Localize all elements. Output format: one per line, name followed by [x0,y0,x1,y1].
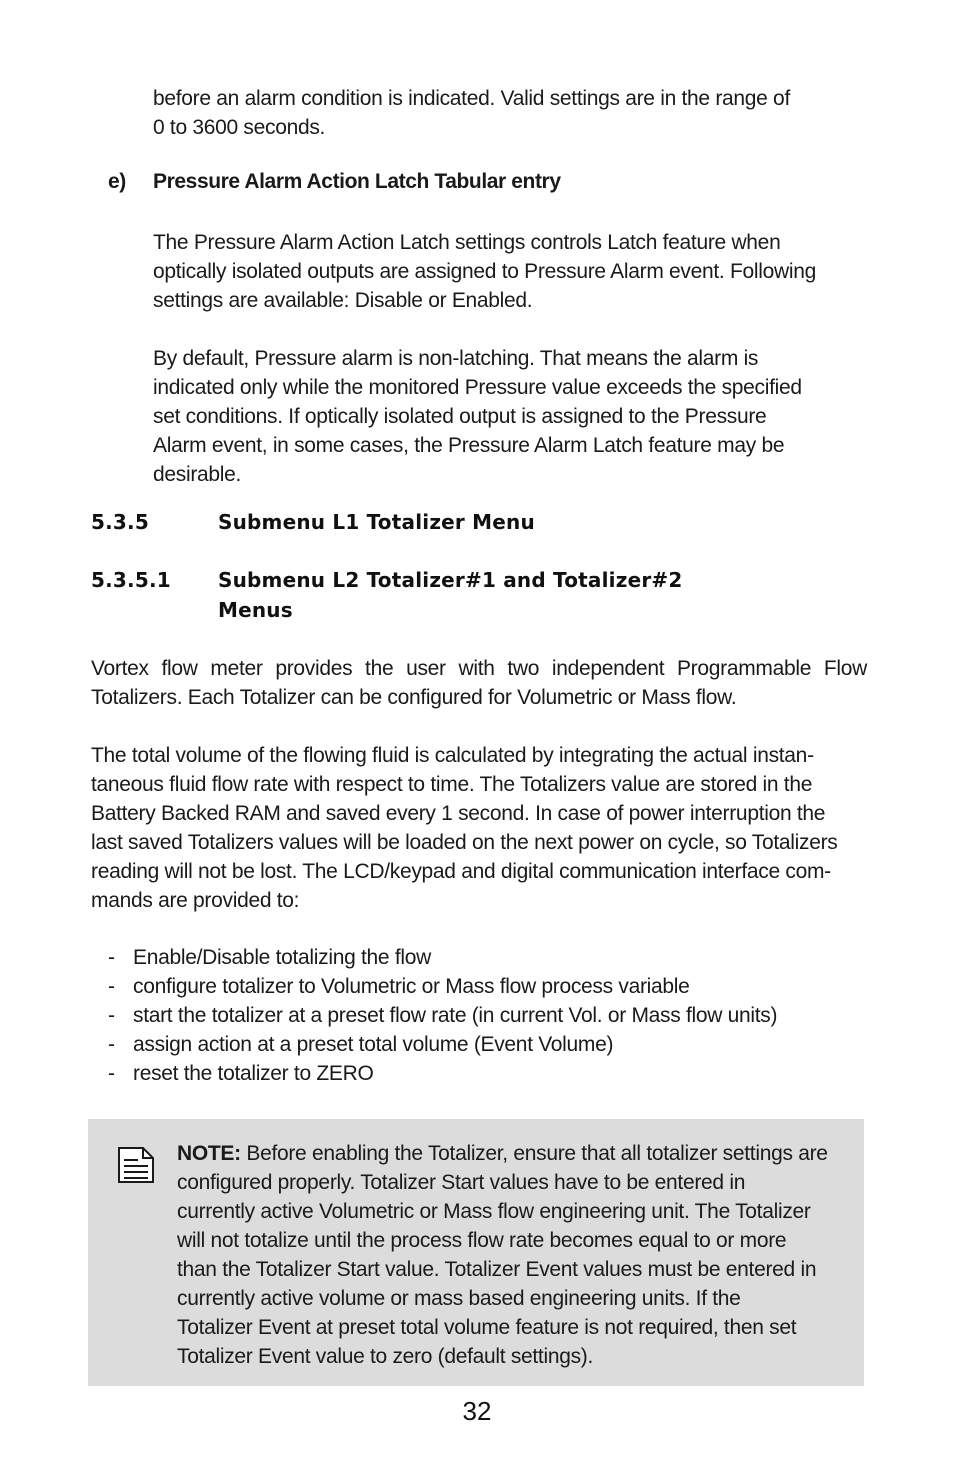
list-item [108,972,777,1001]
list-item [108,1030,777,1059]
section-title [218,565,818,625]
text-line: mands are provided to: [91,889,300,912]
continued-paragraph [153,84,868,142]
list-marker: - [108,975,115,998]
list-item [108,1059,777,1088]
section-title-line: Submenu L2 Totalizer#1 and Totalizer#2 [218,568,683,592]
text-line: Before enabling the Totalizer, ensure that all totalizer settings are [240,1142,828,1165]
section-heading-535 [91,507,818,537]
text-line: last saved Totalizers values will be loaded on the next power on cycle, so Totalizers [91,831,838,854]
text-line: reading will not be lost. The LCD/keypad and digital communication interface com- [91,860,831,883]
section-title: Submenu L1 Totalizer Menu [218,510,535,534]
section-number: 5.3.5.1 [91,568,171,592]
item-e-heading [108,170,561,194]
text-line: By default, Pressure alarm is non-latching. That means the alarm is [153,347,759,370]
list-marker: - [108,946,115,969]
text-line: Totalizer Event value to zero (default settings). [177,1345,594,1368]
list-item [108,1001,777,1030]
text-line: Battery Backed RAM and saved every 1 second. In case of power interruption the [91,802,826,825]
list-item-text: assign action at a preset total volume (Event Volume) [133,1033,614,1056]
list-marker: - [108,1033,115,1056]
list-marker: - [108,1004,115,1027]
latch-paragraph-2 [153,344,868,489]
list-item-text: reset the totalizer to ZERO [133,1062,374,1085]
note-first-line [177,1139,867,1168]
note-document-icon [116,1145,156,1185]
item-e-label: e) [108,170,126,193]
text-line: indicated only while the monitored Pressure value exceeds the specified [153,376,802,399]
text-line: Alarm event, in some cases, the Pressure Alarm Latch feature may be [153,434,785,457]
latch-paragraph-1 [153,228,868,315]
text-line: before an alarm condition is indicated. Valid settings are in the range of [153,87,790,110]
list-item-text: Enable/Disable totalizing the flow [133,946,431,969]
text-line: currently active volume or mass based engineering units. If the [177,1287,741,1310]
text-line: The total volume of the flowing fluid is calculated by integrating the actual instan- [91,744,814,767]
command-list [108,943,777,1088]
text-line: Vortex flow meter provides the user with two independent Programmable Flow [91,657,867,680]
text-line: than the Totalizer Start value. Totalizer Event values must be entered in [177,1258,817,1281]
section-heading-5351 [91,565,818,625]
text-line: set conditions. If optically isolated output is assigned to the Pressure [153,405,767,428]
text-line: will not totalize until the process flow rate becomes equal to or more [177,1229,787,1252]
text-line: The Pressure Alarm Action Latch settings controls Latch feature when [153,231,781,254]
list-item [108,943,777,972]
text-line: optically isolated outputs are assigned to Pressure Alarm event. Following [153,260,816,283]
text-line: taneous fluid flow rate with respect to time. The Totalizers value are stored in the [91,773,813,796]
text-line: currently active Volumetric or Mass flow engineering unit. The Totalizer [177,1200,811,1223]
text-line: configured properly. Totalizer Start values have to be entered in [177,1171,746,1194]
totalizer-paragraph [91,741,867,915]
list-item-text: configure totalizer to Volumetric or Mass flow process variable [133,975,690,998]
note-label: NOTE: [177,1142,241,1165]
text-line: desirable. [153,463,242,486]
section-title-line: Menus [218,598,293,622]
text-line: settings are available: Disable or Enabled. [153,289,533,312]
note-text [177,1139,867,1371]
item-e-title: Pressure Alarm Action Latch Tabular entry [153,170,561,193]
intro-paragraph [91,654,867,712]
list-marker: - [108,1062,115,1085]
page-number: 32 [462,1396,492,1426]
list-item-text: start the totalizer at a preset flow rate (in current Vol. or Mass flow units) [133,1004,778,1027]
section-number: 5.3.5 [91,510,149,534]
text-line: Totalizers. Each Totalizer can be configured for Volumetric or Mass flow. [91,686,737,709]
note-box [88,1119,864,1386]
text-line: 0 to 3600 seconds. [153,116,326,139]
text-line: Totalizer Event at preset total volume feature is not required, then set [177,1316,797,1339]
